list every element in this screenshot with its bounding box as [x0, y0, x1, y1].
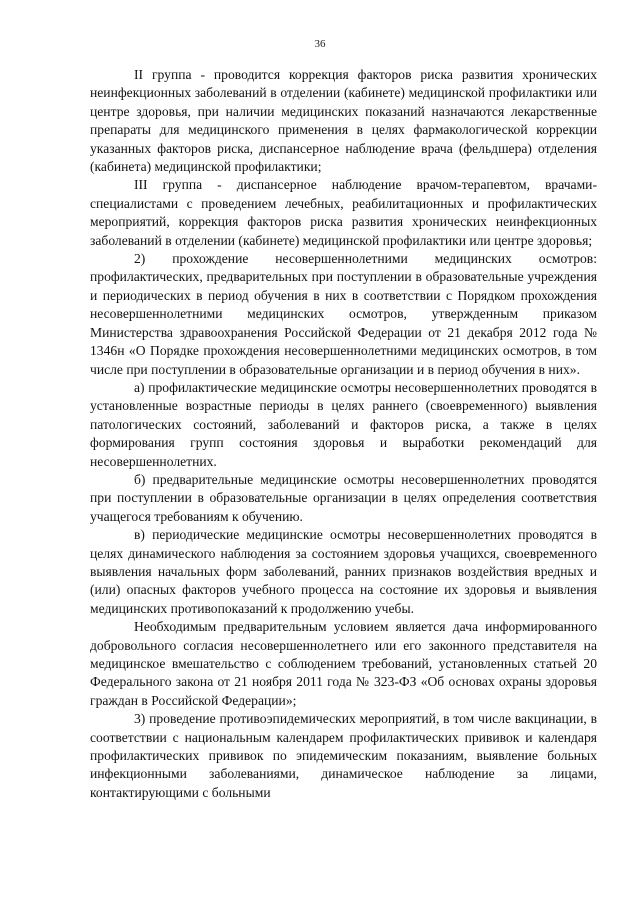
paragraph-item-3-anti-epidemic: 3) проведение противоэпидемических мероприятий, в том числе вакцинации, в соответствии с национальным календарем профилактических прививок и календаря профилактических прививок по эпидемическим показаниям, выявление больных инфекционными заболеваниями, динамическое наблюдение за лицами, контактирующими с больными	[90, 711, 597, 800]
paragraph-item-b-preliminary-exams: б) предварительные медицинские осмотры несовершеннолетних проводятся при поступлении в образовательные организации в целях определения соответствия учащегося требованиям к обучению.	[90, 471, 597, 524]
paragraph-item-a-preventive-exams: а) профилактические медицинские осмотры несовершеннолетних проводятся в установленные возрастные периоды в целях раннего (своевременного) выявления патологических состояний, заболеваний и факторов риска, а также в целях формирования групп состояния здоровья и выработки рекомендаций для несовершеннолетних.	[90, 379, 597, 469]
paragraph-informed-consent: Необходимым предварительным условием является дача информированного добровольного согласия несовершеннолетнего или его законного представителя на медицинское вмешательство с соблюдением требований, установленных статьей 20 Федерального закона от 21 ноября 2011 года № 323-ФЗ «Об основах охраны здоровья граждан в Российской Федерации»;	[90, 619, 597, 708]
paragraph-item-2-medical-exams: 2) прохождение несовершеннолетними медицинских осмотров: профилактических, предварительных при поступлении в образовательные учреждения и периодических в период обучения в них в соответствии с Порядком прохождения несовершеннолетними медицинских осмотров, утвержденным приказом Министерства здравоохранения Российской Федерации от 21 декабря 2012 года № 1346н «О Порядке прохождения несовершеннолетними медицинских осмотров, в том числе при поступлении в образовательные организации и в период обучения в них».	[90, 251, 597, 377]
paragraph-group-3: III группа - диспансерное наблюдение врачом-терапевтом, врачами-специалистами с проведением лечебных, реабилитационных и профилактических мероприятий, коррекция факторов риска развития хронических неинфекционных заболеваний в отделении (кабинете) медицинской профилактики или центре здоровья;	[90, 177, 597, 248]
document-body	[90, 66, 597, 802]
paragraph-item-v-periodic-exams: в) периодические медицинские осмотры несовершеннолетних проводятся в целях динамического наблюдения за состоянием здоровья учащихся, своевременного выявления начальных форм заболеваний, ранних признаков воздействия вредных и (или) опасных факторов учебного процесса на состояние их здоровья и выявления медицинских противопоказаний к продолжению учебы.	[90, 527, 597, 616]
page-number: 36	[314, 38, 326, 50]
paragraph-group-2: II группа - проводится коррекция факторов риска развития хронических неинфекционных заболеваний в отделении (кабинете) медицинской профилактики или центре здоровья, при наличии медицинских показаний назначаются лекарственные препараты для медицинского применения в целях фармакологической коррекции указанных факторов риска, диспансерное наблюдение врача (фельдшера) отделения (кабинета) медицинской профилактики;	[90, 67, 597, 175]
